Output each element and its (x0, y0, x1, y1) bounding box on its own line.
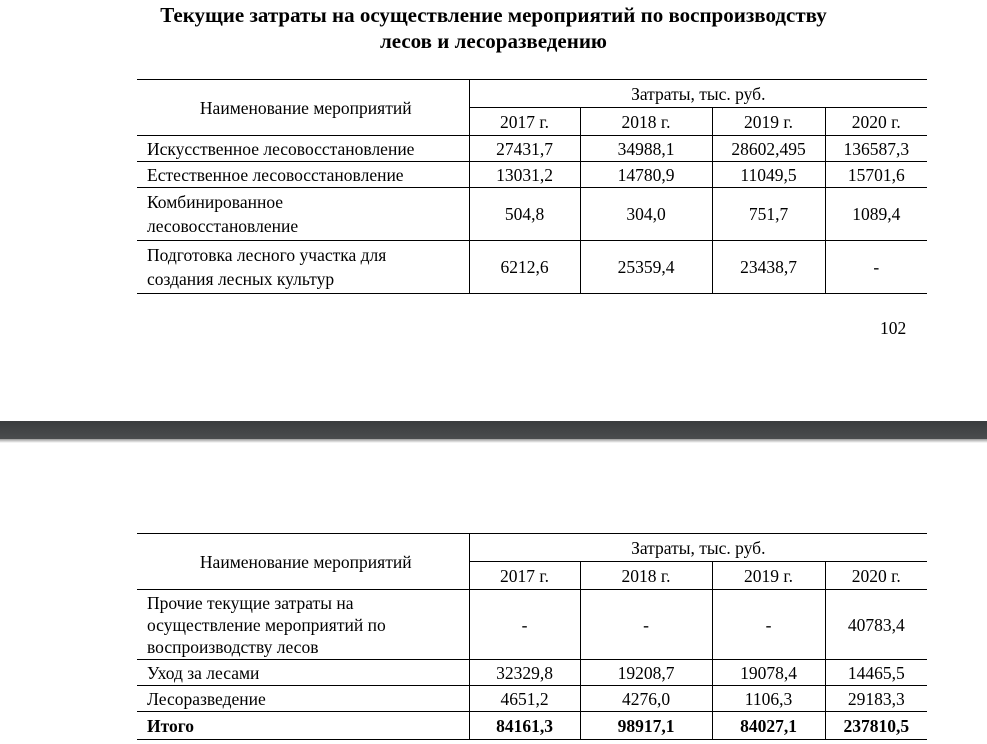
header-costs: Затраты, тыс. руб. (469, 534, 927, 562)
document-title (0, 2, 987, 54)
cell-value: 1089,4 (825, 188, 927, 241)
row-name (137, 162, 469, 188)
table-body-page1 (137, 136, 927, 294)
cell-value: 29183,3 (825, 686, 927, 712)
cell-value: 19208,7 (580, 660, 712, 686)
header-year: 2017 г. (469, 562, 580, 590)
header-year: 2018 г. (580, 108, 712, 136)
cell-value: 1106,3 (712, 686, 825, 712)
cell-value: 27431,7 (469, 136, 580, 162)
row-name-line: Уход за лесами (147, 662, 260, 683)
table-row (137, 686, 927, 712)
header-year: 2018 г. (580, 562, 712, 590)
row-name (137, 188, 469, 241)
cell-value: - (580, 590, 712, 660)
page-number: 102 (880, 318, 907, 338)
row-name (137, 136, 469, 162)
costs-table-page1 (137, 79, 927, 294)
row-name (137, 241, 469, 294)
cell-value: 28602,495 (712, 136, 825, 162)
cell-value: 6212,6 (469, 241, 580, 294)
header-name: Наименование мероприятий (137, 80, 469, 136)
row-name-line: воспроизводству лесов (147, 636, 319, 657)
total-row (137, 712, 927, 740)
cell-value: 14780,9 (580, 162, 712, 188)
page-separator (0, 421, 987, 439)
row-name (137, 590, 469, 660)
row-name-line: Подготовка лесного участка для (147, 245, 387, 265)
row-name-line: Естественное лесовосстановление (147, 164, 404, 185)
cell-value: 23438,7 (712, 241, 825, 294)
total-value: 84161,3 (469, 712, 580, 740)
cell-value: 40783,4 (825, 590, 927, 660)
header-costs: Затраты, тыс. руб. (469, 80, 927, 108)
table-row (137, 660, 927, 686)
table-row (137, 188, 927, 241)
header-name: Наименование мероприятий (137, 534, 469, 590)
cell-value: 14465,5 (825, 660, 927, 686)
table-row (137, 136, 927, 162)
cell-value: 25359,4 (580, 241, 712, 294)
total-value: 98917,1 (580, 712, 712, 740)
title-line-2: лесов и лесоразведению (380, 29, 607, 53)
row-name-line: лесовосстановление (147, 216, 299, 236)
cell-value: 304,0 (580, 188, 712, 241)
cell-value: - (825, 241, 927, 294)
cell-value: 15701,6 (825, 162, 927, 188)
total-value: 84027,1 (712, 712, 825, 740)
row-name-line: создания лесных культур (147, 269, 335, 289)
table-row (137, 162, 927, 188)
table-body-page2 (137, 590, 927, 740)
row-name-line: Искусственное лесовосстановление (147, 138, 415, 159)
cell-value: 34988,1 (580, 136, 712, 162)
table-row (137, 241, 927, 294)
cell-value: 751,7 (712, 188, 825, 241)
cell-value: - (469, 590, 580, 660)
cell-value: 32329,8 (469, 660, 580, 686)
cell-value: 19078,4 (712, 660, 825, 686)
header-year: 2019 г. (712, 562, 825, 590)
cell-value: 13031,2 (469, 162, 580, 188)
table-row (137, 590, 927, 660)
header-year: 2019 г. (712, 108, 825, 136)
total-label: Итого (137, 712, 469, 740)
header-year: 2020 г. (825, 108, 927, 136)
cell-value: 136587,3 (825, 136, 927, 162)
header-year: 2020 г. (825, 562, 927, 590)
total-value: 237810,5 (825, 712, 927, 740)
cell-value: 4651,2 (469, 686, 580, 712)
row-name-line: Прочие текущие затраты на (147, 592, 354, 613)
costs-table-page2 (137, 533, 927, 740)
cell-value: - (712, 590, 825, 660)
row-name-line: осуществление мероприятий по (147, 614, 386, 635)
cell-value: 11049,5 (712, 162, 825, 188)
row-name-line: Лесоразведение (147, 688, 266, 709)
cell-value: 4276,0 (580, 686, 712, 712)
row-name (137, 660, 469, 686)
row-name-line: Комбинированное (147, 192, 284, 212)
title-line-1: Текущие затраты на осуществление мероприятий по воспроизводству (160, 3, 827, 27)
row-name (137, 686, 469, 712)
cell-value: 504,8 (469, 188, 580, 241)
header-year: 2017 г. (469, 108, 580, 136)
